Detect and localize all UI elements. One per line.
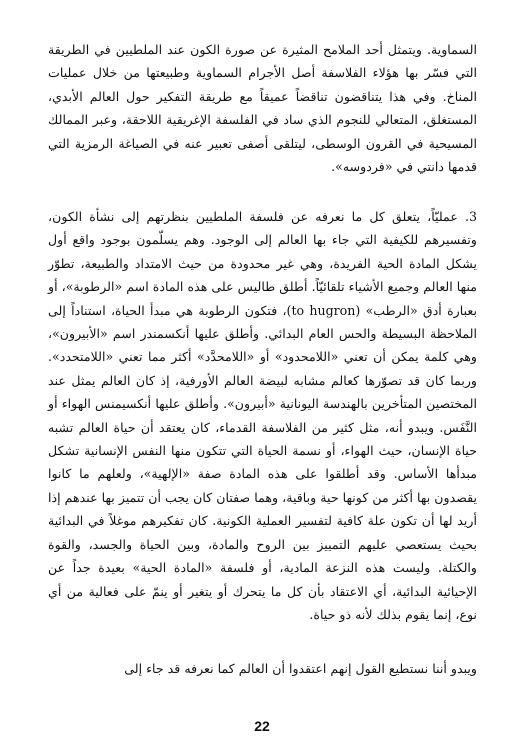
paragraph-2: 3. عمليّاً، يتعلق كل ما نعرفه عن فلسفة الملطيين بنظرتهم إلى نشأة الكون، وتفسيرهم للكيفية التي جاء بها العالم إلى الوجود. وهم يسلّمون بوجود واقع أول يشكل المادة الحية الفريدة، وهي غير محدودة من حيث الامتداد والطبيعة، تطوّر منها العالم وجميع الأشياء تلقائيّاً. أطلق طاليس على هذه المادة اسم «الرطوبة»، أو بعبارة أدق «الرطب» (to hugron)، فتكون الرطوبة هي مبدأ الحياة، استناداً إلى الملاحظة البسيطة والحس العام البدائي. وأطلق عليها أنكسمندر اسم «الأبيرون»، وهي كلمة يمكن أن تعني «اللامحدود» أو «اللامحدَّد» أكثر مما تعني «اللامتحدد». وربما كان قد تصوّرها كعالم مشابه لبيضة العالم الأورفية، إذ كان العالم يمثل عند المختصين المتأخرين بالهندسة اليونانية «أبيرون». وأطلق عليها أنكسيمنس الهواء أو النَّفَس. ويبدو أنه، مثل كثير من الفلاسفة القدماء، كان يعتقد أن حياة العالم تشبه حياة الإنسان، حيث الهواء، أو نسمة الحياة التي تتكون منها النفس الإنسانية تشكل مبدأها الأساس. وقد أطلقوا على هذه المادة صفة «الإلهية»، ولعلهم ما كانوا يقصدون بها أكثر من كونها حية وباقية، وهما صفتان كان يجب أن تتميز بها عندهم إذا أريد لها أن تكون علة كافية لتفسير العملية الكونية. كان تفكيرهم موغلاً في البدائية بحيث يستعصي عليهم التمييز بين الروح والمادة، وبين الحياة والجسد، والقوة والكتلة. وليست هذه النزعة المادية، أو فلسفة «المادة الحية» بعيدة جداً عن الإحيائية البدائية، أي الاعتقاد بأن كل ما يتحرك أو يتغير أو ينمّ على فعالية من أي نوع، إنما يقوم بذلك لأنه ذو حياة. [48, 209, 477, 622]
paragraph-1: السماوية. ويتمثل أحد الملامح المثيرة عن صورة الكون عند الملطيين في الطريقة التي فسّر بها هؤلاء الفلاسفة أصل الأجرام السماوية وطبيعتها من خلال عمليات المناخ. وفي هذا يتناقضون تناقضاً عميقاً مع طريقة التفكير حول العالم الأبدي، المستغلق، المتعالي للنجوم الذي ساد في الفلسفة الإغريقية اللاحقة، وعبر الممالك المسيحية في القرون الوسطى، ليتلقى أصفى تعبير عنه في الصياغة الرمزية التي قدمها دانتي في «فردوسه». [48, 42, 477, 175]
paragraph-3: ويبدو أننا نستطيع القول إنهم اعتقدوا أن العالم كما نعرفه قد جاء إلى [124, 661, 477, 676]
page-number: 22 [254, 718, 270, 734]
